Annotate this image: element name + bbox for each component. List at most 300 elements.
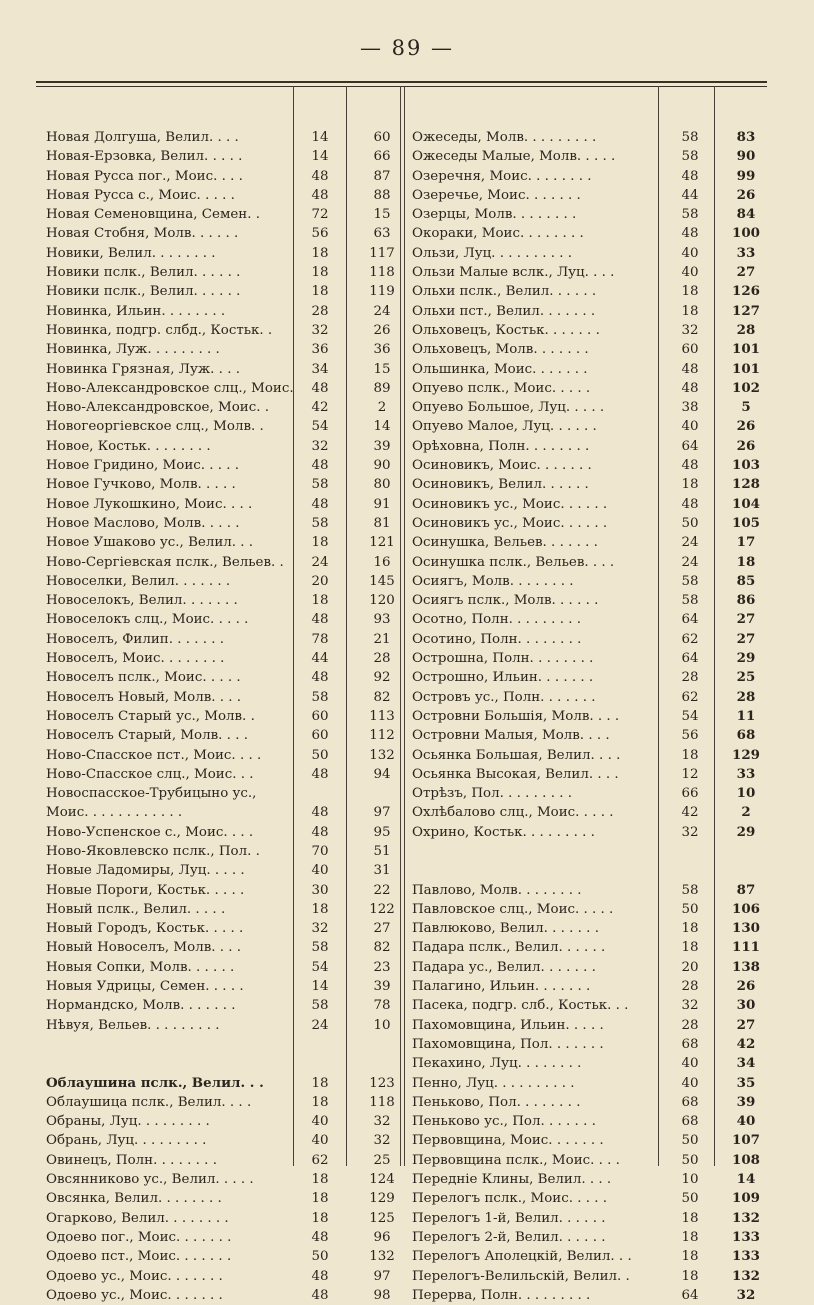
place-name: Новинка Грязная, Луж. . . . [46,361,240,377]
reference-number-2: 2 [741,804,751,821]
index-entry [46,437,398,456]
index-entry [46,398,398,417]
reference-number-1: 38 [681,400,699,416]
reference-number-2: 129 [369,1191,395,1207]
place-name: Новое, Костьк. . . . . . . . [46,438,211,454]
reference-number-2: 32 [373,1114,391,1130]
index-entry [412,321,762,340]
reference-number-1: 18 [681,284,699,300]
index-entry [46,958,398,977]
place-name: Новики пслк., Велил. . . . . . [46,284,241,300]
place-name: Новая Долгуша, Велил. . . . [46,130,239,145]
reference-number-2: 80 [373,477,391,493]
index-entry [412,784,762,803]
reference-number-2: 133 [732,1228,760,1245]
reference-number-2: 145 [369,573,395,589]
index-entry [46,186,398,205]
reference-number-1: 64 [681,438,699,454]
place-name: Осиновикъ, Велил. . . . . . [412,477,589,493]
reference-number-1: 14 [311,149,329,165]
reference-number-2: 42 [736,1035,756,1052]
reference-number-1: 36 [311,342,329,358]
place-name: Новыя Удрицы, Семен. . . . . [46,979,244,995]
index-entry [412,147,762,166]
index-entry [46,1209,398,1228]
index-entry [412,1016,762,1035]
place-name: Перелогъ пслк., Моис. . . . . [412,1191,608,1207]
place-name: Новоспасское-Трубицыно ус., [46,786,257,802]
reference-number-2: 85 [736,572,756,589]
place-name: Новоселъ Старый ус., Молв. . [46,708,255,724]
reference-number-2: 10 [373,1017,391,1033]
place-name: Первовщина пслк., Моис. . . . [412,1152,620,1168]
index-entry [412,1267,762,1286]
reference-number-1: 24 [681,535,699,551]
reference-number-2: 132 [732,1209,760,1226]
index-entry [412,1247,762,1266]
place-name: Облаушина пслк., Велил. . . [46,1074,264,1091]
place-name: Новогеоргіевское слц., Молв. . [46,419,264,435]
reference-number-1: 58 [681,130,699,145]
place-name: Осотино, Полн. . . . . . . . [412,631,582,647]
reference-number-1: 20 [311,573,329,589]
index-entry [412,1112,762,1131]
reference-number-2: 33 [736,765,756,782]
index-entry [412,610,762,629]
index-entry [46,649,398,668]
index-entry [412,1189,762,1208]
reference-number-2: 10 [736,785,756,802]
place-name: Перелогъ Аполецкій, Велил. . . [412,1249,632,1265]
place-name: Новые Пороги, Костьк. . . . . [46,882,245,898]
index-entry [412,572,762,591]
place-name: Острошна, Полн. . . . . . . . [412,651,594,667]
place-name: Новая Стобня, Молв. . . . . . [46,226,239,242]
reference-number-1: 18 [311,1210,329,1226]
index-entry [46,340,398,359]
place-name: Осинушка пслк., Вельев. . . . [412,554,615,570]
reference-number-1: 50 [681,1191,699,1207]
reference-number-1: 18 [311,265,329,281]
reference-number-2: 105 [732,514,760,531]
index-entry [412,437,762,456]
reference-number-1: 28 [681,670,699,686]
place-name: Ново-Александровское слц., Моис. [46,380,294,396]
index-entry [412,533,762,552]
reference-number-1: 12 [681,766,699,782]
reference-number-1: 50 [311,747,329,763]
place-name: Новая Русса пог., Моис. . . . [46,168,243,184]
reference-number-1: 54 [311,419,329,435]
place-name: Ольшинка, Моис. . . . . . . [412,361,588,377]
index-entry [46,205,398,224]
reference-number-1: 18 [311,1094,329,1110]
reference-number-1: 48 [681,168,699,184]
index-entry [46,784,398,803]
reference-number-1: 78 [311,631,329,647]
reference-number-1: 48 [681,226,699,242]
place-name: Пахомовщина, Пол. . . . . . . [412,1036,604,1052]
place-name: Новыя Сопки, Молв. . . . . . [46,959,235,975]
place-name: Первовщина, Моис. . . . . . . [412,1133,604,1149]
reference-number-1: 58 [311,515,329,531]
reference-number-2: 123 [369,1075,395,1091]
reference-number-1: 48 [681,458,699,474]
index-entry [412,244,762,263]
place-name: Новая-Ерзовка, Велил. . . . . [46,149,243,165]
reference-number-1: 18 [681,303,699,319]
place-name: Новоселъ, Филип. . . . . . . [46,631,225,647]
place-name: Опуево Малое, Луц. . . . . . [412,419,597,435]
reference-number-1: 18 [311,901,329,917]
reference-number-1: 50 [681,1152,699,1168]
reference-number-2: 102 [732,379,760,396]
place-name: Орѣховна, Полн. . . . . . . . [412,438,590,454]
place-name: Ожеседы Малые, Молв. . . . . [412,149,616,165]
reference-number-1: 44 [311,651,329,667]
place-name: Новое Маслово, Молв. . . . . [46,515,240,531]
place-name: Павлово, Молв. . . . . . . . [412,882,582,898]
reference-number-2: 30 [736,997,756,1014]
place-name: Облаушица пслк., Велил. . . . [46,1094,252,1110]
index-entry [412,726,762,745]
reference-number-1: 18 [311,535,329,551]
index-entry [46,1247,398,1266]
reference-number-2: 108 [732,1151,760,1168]
index-entry [412,1035,762,1054]
reference-number-1: 40 [311,863,329,879]
reference-number-2: 132 [369,1249,395,1265]
place-name: Новая Семеновщина, Семен. . [46,207,261,223]
index-entry [412,842,762,861]
reference-number-1: 48 [311,458,329,474]
reference-number-2: 2 [377,400,387,416]
reference-number-1: 48 [311,766,329,782]
index-entry [412,707,762,726]
index-entry [412,958,762,977]
reference-number-1: 18 [311,284,329,300]
index-entry [412,186,762,205]
reference-number-1: 58 [311,477,329,493]
reference-number-1: 62 [681,631,699,647]
reference-number-1: 48 [311,168,329,184]
reference-number-1: 58 [681,573,699,589]
reference-number-1: 40 [311,1133,329,1149]
reference-number-2: 26 [736,978,756,995]
reference-number-2: 35 [736,1074,756,1091]
place-name: Осиновикъ, Моис. . . . . . . [412,458,592,474]
reference-number-1: 28 [681,979,699,995]
place-name: Перелогъ 1-й, Велил. . . . . . [412,1210,606,1226]
index-entry [46,1074,398,1093]
index-entry [412,224,762,243]
index-entry [412,900,762,919]
place-name: Ново-Сергіевская пслк., Вельев. . [46,554,284,570]
index-entry [46,553,398,572]
reference-number-2: 25 [373,1152,391,1168]
reference-number-2: 81 [373,515,391,531]
index-entry [46,668,398,687]
place-name: Островни Малыя, Молв. . . . [412,728,610,744]
reference-number-2: 5 [741,399,751,416]
index-entry [46,1267,398,1286]
reference-number-2: 118 [369,1094,395,1110]
index-entry [46,707,398,726]
place-name: Обраны, Луц. . . . . . . . . [46,1114,210,1130]
top-rule [36,81,767,83]
index-entry [412,919,762,938]
reference-number-1: 18 [311,1172,329,1188]
reference-number-2: 118 [369,265,395,281]
index-entry [412,1151,762,1170]
reference-number-1: 40 [681,265,699,281]
place-name: Осиягъ пслк., Молв. . . . . . [412,593,599,609]
reference-number-1: 62 [311,1152,329,1168]
place-name: Охрино, Костьк. . . . . . . . . [412,824,595,840]
place-name: Ожеседы, Молв. . . . . . . . . [412,130,597,145]
reference-number-2: 130 [732,920,760,937]
reference-number-1: 48 [311,187,329,203]
reference-number-1: 18 [681,477,699,493]
index-entry [412,495,762,514]
reference-number-2: 106 [732,900,760,917]
index-entry [412,1131,762,1150]
reference-number-1: 40 [681,419,699,435]
reference-number-2: 94 [373,766,391,782]
place-name: Озеречье, Моис. . . . . . . [412,187,581,203]
place-name: Новинка, Ильин. . . . . . . . [46,303,226,319]
reference-number-1: 24 [311,1017,329,1033]
reference-number-1: 44 [681,187,699,203]
index-entry [412,881,762,900]
reference-number-2: 92 [373,670,391,686]
reference-number-1: 18 [681,1268,699,1284]
reference-number-1: 64 [681,1287,699,1303]
index-entry [46,321,398,340]
reference-number-1: 10 [681,1172,699,1188]
reference-number-2: 132 [369,747,395,763]
reference-number-2: 26 [736,186,756,203]
index-entry [412,1093,762,1112]
place-name: Охлѣбалово слц., Моис. . . . . [412,805,614,821]
index-entry [412,649,762,668]
index-entry [412,360,762,379]
place-name: Одоево пог., Моис. . . . . . . [46,1229,232,1245]
reference-number-1: 40 [681,245,699,261]
place-name: Новоселъ пслк., Моис. . . . . [46,670,241,686]
reference-number-1: 48 [311,824,329,840]
place-name: Пенно, Луц. . . . . . . . . . [412,1075,575,1091]
reference-number-2: 138 [732,958,760,975]
place-name: Ново-Спасское слц., Моис. . . [46,766,254,782]
reference-number-2: 14 [736,1171,756,1188]
reference-number-1: 32 [311,322,329,338]
index-entry [412,746,762,765]
place-name: Новые Ладомиры, Луц. . . . . [46,863,245,879]
reference-number-1: 70 [311,843,329,859]
place-name: Обрань, Луц. . . . . . . . . [46,1133,207,1149]
reference-number-1: 48 [311,1229,329,1245]
index-entry [46,1228,398,1247]
reference-number-1: 18 [311,1075,329,1091]
place-name: Новоселъ, Моис. . . . . . . . [46,651,225,667]
reference-number-1: 40 [311,1114,329,1130]
reference-number-1: 28 [681,1017,699,1033]
index-entry [46,900,398,919]
reference-number-2: 121 [369,535,395,551]
reference-number-1: 50 [681,515,699,531]
index-entry [46,379,398,398]
place-name: Овсянка, Велил. . . . . . . . [46,1191,222,1207]
reference-number-1: 64 [681,612,699,628]
place-name: Осиновикъ ус., Моис. . . . . . [412,496,608,512]
place-name: Перелогъ 2-й, Велил. . . . . . [412,1229,606,1245]
index-entry [412,1074,762,1093]
place-name: Осьянка Большая, Велил. . . . [412,747,621,763]
place-name: Новоселки, Велил. . . . . . . [46,573,231,589]
place-name: Новое Гучково, Молв. . . . . [46,477,236,493]
index-entry [46,514,398,533]
place-name: Новый пслк., Велил. . . . . [46,901,226,917]
reference-number-1: 48 [681,361,699,377]
reference-number-1: 18 [681,940,699,956]
index-entry [46,938,398,957]
reference-number-2: 95 [373,824,391,840]
place-name: Падара ус., Велил. . . . . . . [412,959,596,975]
reference-number-1: 54 [311,959,329,975]
place-name: Новики пслк., Велил. . . . . . [46,265,241,281]
index-entry [46,996,398,1015]
place-name: Ользи Малые вслк., Луц. . . . [412,265,615,281]
place-name: Падара пслк., Велил. . . . . . [412,940,606,956]
reference-number-1: 60 [311,728,329,744]
place-name: Павловское слц., Моис. . . . . [412,901,614,917]
index-entry [46,1016,398,1035]
place-name: Пахомовщина, Ильин. . . . . [412,1017,604,1033]
reference-number-2: 127 [732,302,760,319]
reference-number-2: 97 [373,805,391,821]
place-name: Островни Большія, Молв. . . . [412,708,620,724]
reference-number-2: 39 [736,1093,756,1110]
reference-number-2: 15 [373,207,391,223]
index-entry [412,996,762,1015]
reference-number-1: 34 [311,361,329,377]
index-entry [412,417,762,436]
reference-number-1: 60 [311,708,329,724]
reference-number-2: 63 [373,226,391,242]
index-entry [412,340,762,359]
reference-number-1: 18 [311,593,329,609]
index-entry [46,147,398,166]
place-name: Новый Новоселъ, Молв. . . . [46,940,242,956]
reference-number-1: 56 [681,728,699,744]
reference-number-1: 24 [311,554,329,570]
reference-number-1: 58 [311,998,329,1014]
place-name: Опуево пслк., Моис. . . . . [412,380,591,396]
reference-number-1: 60 [681,342,699,358]
reference-number-2: 128 [732,476,760,493]
place-name: Павлюково, Велил. . . . . . . [412,921,599,937]
reference-number-2: 78 [373,998,391,1014]
place-name: Новинка, Луж. . . . . . . . . [46,342,220,358]
reference-number-1: 18 [681,747,699,763]
index-entry [412,977,762,996]
index-entry [412,553,762,572]
index-entry [412,456,762,475]
place-name: Новинка, подгр. слбд., Костьк. . [46,322,273,338]
index-entry [46,495,398,514]
reference-number-2: 60 [373,130,391,145]
reference-number-2: 96 [373,1229,391,1245]
place-name: Ново-Успенское с., Моис. . . . [46,824,254,840]
reference-number-2: 126 [732,283,760,300]
index-entry [46,360,398,379]
index-entry [412,803,762,822]
reference-number-1: 64 [681,651,699,667]
index-column-left [46,128,398,1305]
index-entry [46,533,398,552]
reference-number-2: 15 [373,361,391,377]
reference-number-1: 14 [311,130,329,145]
reference-number-1: 48 [311,1268,329,1284]
index-entry [412,630,762,649]
reference-number-2: 84 [736,206,756,223]
place-name: Пеньково, Пол. . . . . . . . [412,1094,581,1110]
reference-number-2: 86 [736,592,756,609]
reference-number-1: 48 [681,380,699,396]
reference-number-1: 50 [311,1249,329,1265]
reference-number-1: 32 [311,438,329,454]
place-name: Ольховецъ, Молв. . . . . . . [412,342,589,358]
reference-number-1: 48 [311,380,329,396]
reference-number-2: 98 [373,1287,391,1303]
place-name: Моис. . . . . . . . . . . . [46,805,183,821]
place-name: Новое Лукошкино, Моис. . . . [46,496,253,512]
reference-number-1: 28 [311,303,329,319]
reference-number-2: 82 [373,689,391,705]
place-name: Осиягъ, Молв. . . . . . . . [412,573,574,589]
index-entry [412,475,762,494]
reference-number-2: 87 [373,168,391,184]
index-entry [46,282,398,301]
reference-number-2: 21 [373,631,391,647]
reference-number-2: 66 [373,149,391,165]
place-name: Окораки, Моис. . . . . . . . [412,226,584,242]
reference-number-1: 32 [681,824,699,840]
place-name: Новое Ушаково ус., Велил. . . [46,535,254,551]
reference-number-2: 68 [736,727,756,744]
place-name: Ольхи пслк., Велил. . . . . . [412,284,597,300]
index-entry [46,823,398,842]
index-entry [46,475,398,494]
reference-number-1: 58 [311,689,329,705]
reference-number-2: 103 [732,457,760,474]
reference-number-1: 54 [681,708,699,724]
reference-number-2: 39 [373,438,391,454]
index-entry [412,398,762,417]
place-name: Ольхи пст., Велил. . . . . . . [412,303,596,319]
reference-number-2: 120 [369,593,395,609]
place-name: Отрѣзъ, Пол. . . . . . . . . [412,786,572,802]
reference-number-2: 101 [732,360,760,377]
reference-number-2: 28 [373,651,391,667]
reference-number-2: 28 [736,321,756,338]
reference-number-1: 18 [681,1210,699,1226]
index-entry [46,746,398,765]
reference-number-2: 27 [736,1016,756,1033]
reference-number-2: 113 [369,708,395,724]
reference-number-1: 40 [681,1075,699,1091]
